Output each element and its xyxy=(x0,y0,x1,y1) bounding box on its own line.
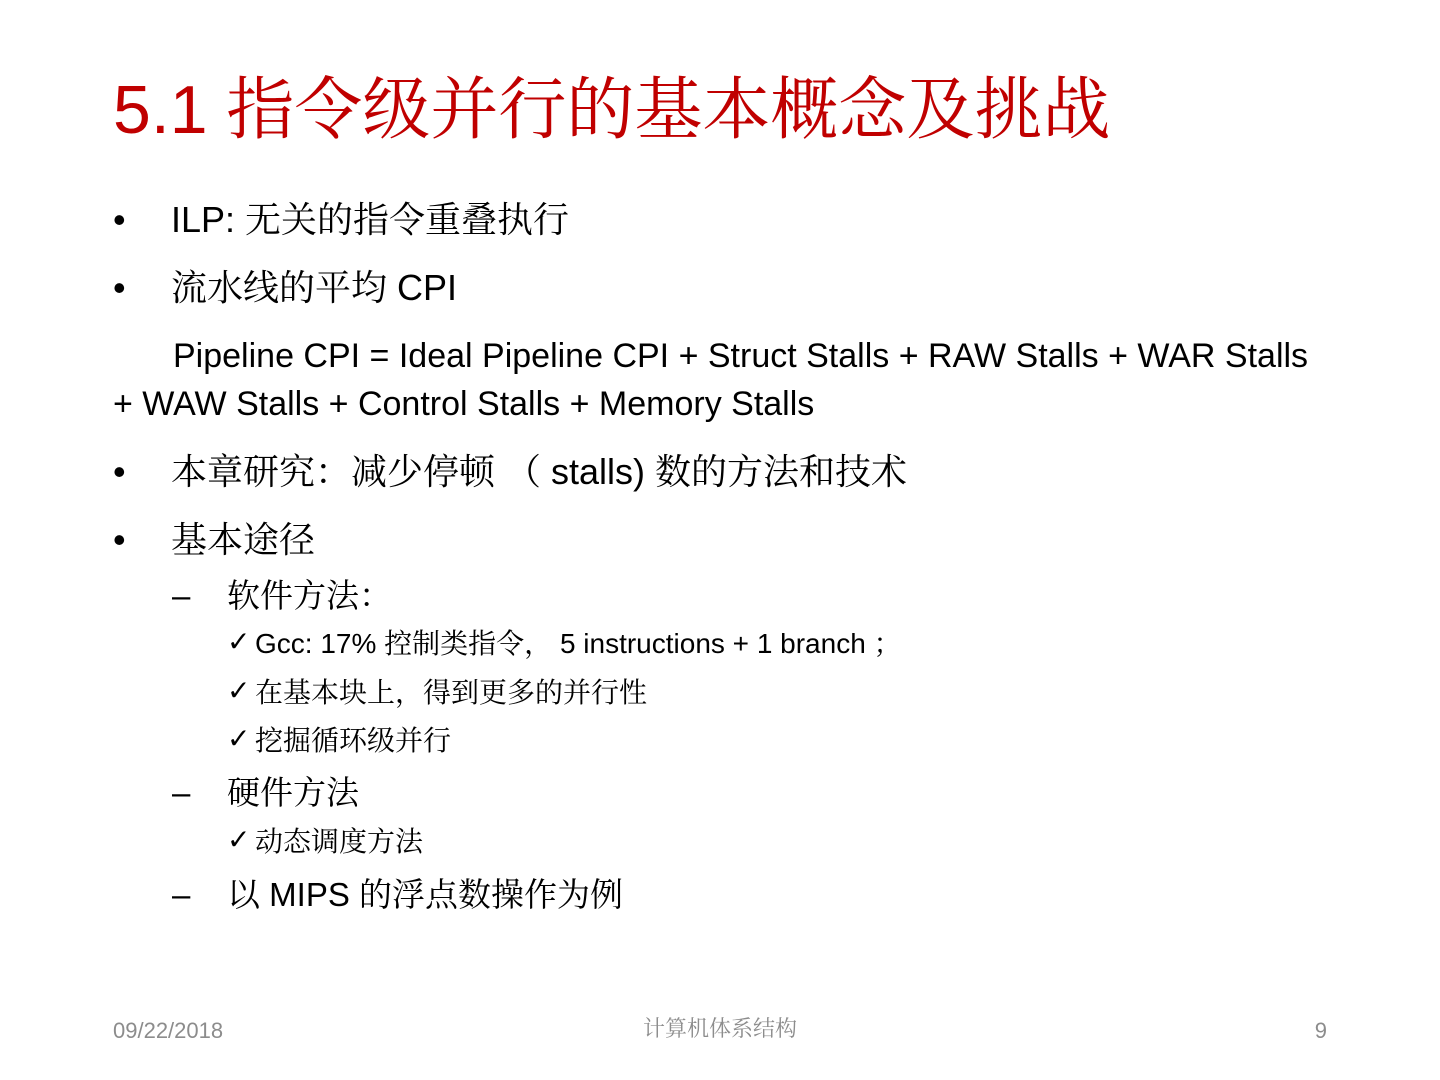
check-text-sw-1: Gcc: 17% 控制类指令， 5 instructions + 1 branch ； xyxy=(255,628,902,659)
bullet-text-chapter: 本章研究：减少停顿 （ stalls) 数的方法和技术 xyxy=(171,451,908,492)
bullet-text-approach: 基本途径 xyxy=(171,519,316,560)
sub-text-mips: 以 MIPS 的浮点数操作为例 xyxy=(227,876,624,913)
bullet-item-cpi xyxy=(113,266,1313,310)
bullet-marker: • xyxy=(113,267,126,308)
check-text-sw-2: 在基本块上，得到更多的并行性 xyxy=(255,677,648,708)
bullet-item-chapter xyxy=(113,450,1313,494)
bullet-text-cpi: 流水线的平均 CPI xyxy=(171,267,458,308)
check-item-sw-2 xyxy=(227,675,1227,711)
cpi-formula-text: Pipeline CPI = Ideal Pipeline CPI + Struct Stalls + RAW Stalls + WAR Stalls + WAW Stalls + Control Stalls + Memory Stalls xyxy=(113,337,1309,423)
dash-marker: – xyxy=(172,876,191,913)
bullet-marker: • xyxy=(113,199,126,240)
dash-marker: – xyxy=(172,577,191,614)
check-icon: ✓ xyxy=(227,824,251,855)
check-icon: ✓ xyxy=(227,626,251,657)
bullet-marker: • xyxy=(113,519,126,560)
footer-date: 09/22/2018 xyxy=(113,1018,224,1043)
check-icon: ✓ xyxy=(227,723,251,754)
footer-course: 计算机体系结构 xyxy=(642,1016,797,1041)
check-text-hw-1: 动态调度方法 xyxy=(255,826,424,857)
check-icon: ✓ xyxy=(227,675,251,706)
slide-title: 5.1 指令级并行的基本概念及挑战 xyxy=(113,72,1111,148)
sub-text-hardware: 硬件方法 xyxy=(227,774,359,811)
footer-page-number: 9 xyxy=(1314,1018,1327,1043)
bullet-item-ilp xyxy=(113,198,1313,242)
bullet-text-ilp: ILP: 无关的指令重叠执行 xyxy=(171,199,570,240)
sub-item-mips xyxy=(172,875,1272,915)
check-item-sw-3 xyxy=(227,723,1227,759)
bullet-item-approach xyxy=(113,518,1313,562)
bullet-marker: • xyxy=(113,451,126,492)
check-text-sw-3: 挖掘循环级并行 xyxy=(255,725,452,756)
sub-text-software: 软件方法： xyxy=(227,577,392,614)
check-item-hw-1 xyxy=(227,824,1227,860)
sub-item-software xyxy=(172,576,1272,616)
sub-item-hardware xyxy=(172,773,1272,813)
check-item-sw-1 xyxy=(227,626,1227,662)
cpi-formula xyxy=(113,332,1328,428)
dash-marker: – xyxy=(172,774,191,811)
